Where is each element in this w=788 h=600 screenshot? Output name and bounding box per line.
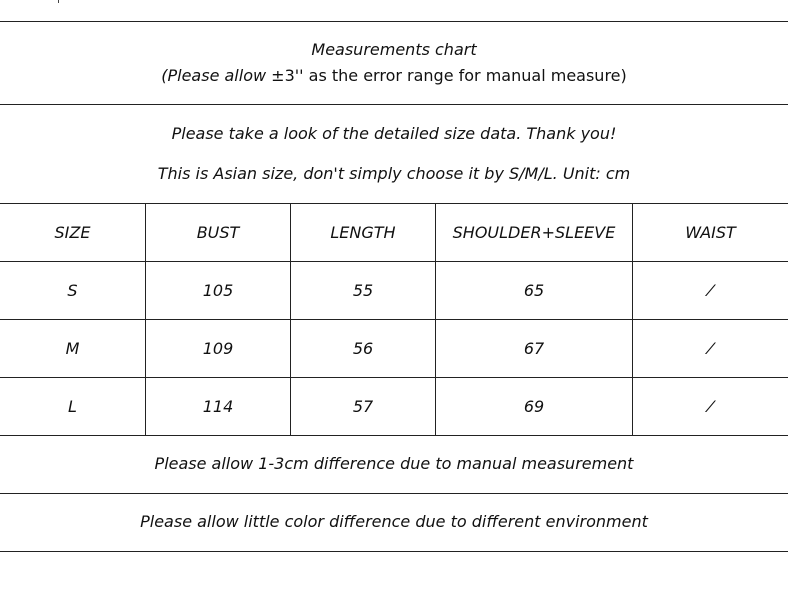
table-cell-length: 55 bbox=[352, 281, 374, 300]
table-cell-waist: ⁄ bbox=[709, 397, 712, 416]
table-cell-bust: 109 bbox=[202, 339, 234, 358]
error-note-suffix: as the error range for manual measure) bbox=[303, 66, 627, 85]
table-cell-waist: ⁄ bbox=[709, 281, 712, 300]
error-note-prefix: (Please allow bbox=[161, 66, 272, 85]
chart-title: Measurements chart bbox=[311, 40, 477, 59]
table-cell-size: M bbox=[65, 339, 80, 358]
error-range-note bbox=[0, 66, 788, 85]
table-cell-length: 56 bbox=[352, 339, 374, 358]
divider-top bbox=[0, 21, 788, 22]
divider-table-bottom bbox=[0, 435, 788, 436]
divider-bottom bbox=[0, 551, 788, 552]
difference-note: Please allow 1-3cm difference due to manual measurement bbox=[154, 454, 634, 473]
table-header-waist: WAIST bbox=[685, 223, 736, 242]
table-header-size: SIZE bbox=[54, 223, 91, 242]
table-header-bust: BUST bbox=[196, 223, 240, 242]
table-cell-bust: 105 bbox=[202, 281, 234, 300]
table-cell-waist: ⁄ bbox=[709, 339, 712, 358]
top-edge-mark bbox=[58, 0, 59, 3]
table-cell-length: 57 bbox=[352, 397, 374, 416]
table-header-length: LENGTH bbox=[330, 223, 396, 242]
table-cell-size: L bbox=[68, 397, 77, 416]
color-note: Please allow little color difference due to different environment bbox=[140, 512, 648, 531]
table-cell-shoulder-sleeve: 67 bbox=[523, 339, 545, 358]
table-header-shoulder-sleeve: SHOULDER+SLEEVE bbox=[452, 223, 616, 242]
table-cell-bust: 114 bbox=[202, 397, 234, 416]
table-cell-size: S bbox=[67, 281, 78, 300]
look-message: Please take a look of the detailed size data. Thank you! bbox=[171, 124, 617, 143]
table-cell-shoulder-sleeve: 65 bbox=[523, 281, 545, 300]
divider-header-bottom bbox=[0, 104, 788, 105]
asian-size-message: This is Asian size, don't simply choose it by S/M/L. Unit: cm bbox=[157, 164, 631, 183]
error-note-symbol: ±3'' bbox=[271, 66, 304, 85]
table-cell-shoulder-sleeve: 69 bbox=[523, 397, 545, 416]
divider-footer-mid bbox=[0, 493, 788, 494]
